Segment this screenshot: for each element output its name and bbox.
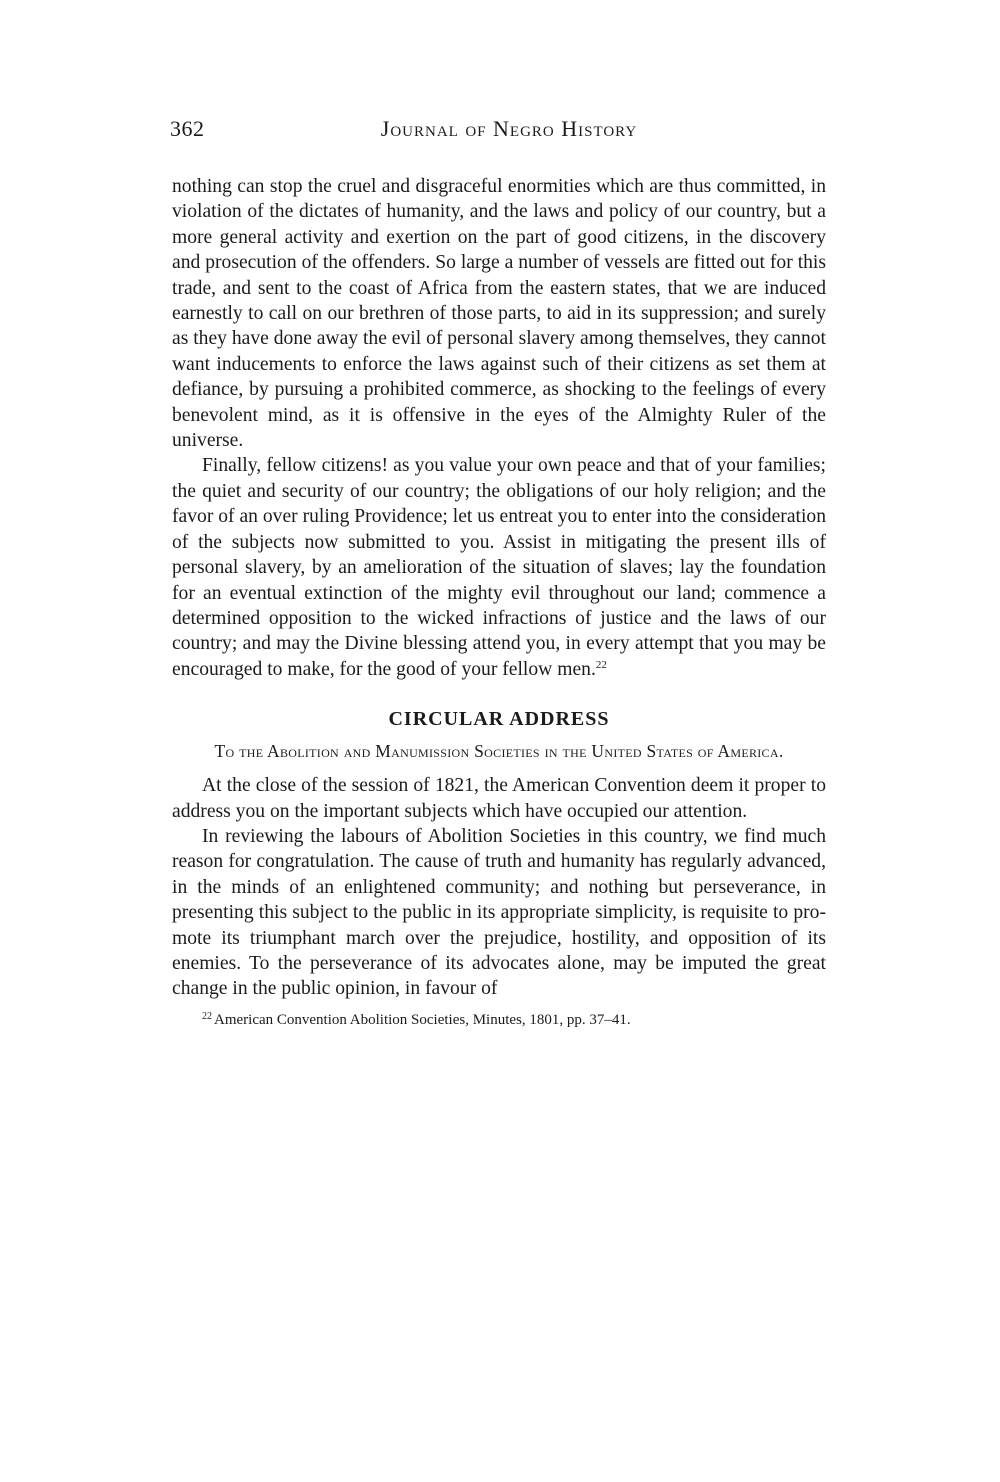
footnote-text: American Convention Abolition Societies, Minutes, 1801, pp. 37–41. xyxy=(214,1011,631,1028)
footnote-reference: 22 xyxy=(595,658,607,671)
footnote xyxy=(172,1010,826,1030)
journal-title: Journal of Negro History xyxy=(380,116,638,141)
running-head xyxy=(172,116,826,152)
body-paragraph-2 xyxy=(172,453,826,682)
document-page xyxy=(172,116,826,1030)
body-paragraph-3: At the close of the session of 1821, the American Convention deem it proper to address you on the important subjects which have occupied our attention. xyxy=(172,775,826,822)
footnote-mark: 22 xyxy=(202,1010,212,1022)
page-number: 362 xyxy=(170,116,205,141)
body-paragraph-1: nothing can stop the cruel and disgraceful enormities which are thus committed, in violation of the dictates of humanity, and the laws and policy of our country, but a more general activity and exertion on the part of good citizens, in the discovery and prosecution of the offenders. So large a number of vessels are fitted out for this trade, and sent to the coast of Africa from the eastern states, that we are induced earnestly to call on our brethren of those parts, to aid in its suppression; and surely as they have done away the evil of personal slavery among themselves, they cannot want inducements to enforce the laws against such of their citizens as set them at defiance, by pursuing a prohibited commerce, as shocking to the feelings of every benevolent mind, as it is offensive in the eyes of the Almighty Ruler of the universe. xyxy=(172,176,826,452)
section-subheading: To the Abolition and Manumission Societies in the United States of America. xyxy=(214,741,784,762)
body-paragraph-2-text: Finally, fellow citizens! as you value your own peace and that of your families; the quiet and security of our country; the obligations of our holy religion; and the favor of an over ruling Providence; let us entreat you to enter into the consideration of the subjects now submitted to you. Assist in mitigating the present ills of personal slavery, by an amelioration of the situation of slaves; lay the foundation for an eventual extinction of the mighty evil throughout our land; commence a determined opposition to the wicked infractions of justice and the laws of our country; and may the Divine blessing attend you, in every attempt that you may be encouraged to make, for the good of your fellow men. xyxy=(172,455,827,680)
body-paragraph-4: In reviewing the labours of Abolition Societies in this country, we find much reason for congratulation. The cause of truth and humanity has regularly advanced, in the minds of an enlightened community; and nothing but perseverance, in presenting this subject to the public in its appropriate simplicity, is requisite to promote its triumphant march over the prejudice, hostility, and opposition of its enemies. To the perseverance of its advocates alone, may be imputed the great change in the public opinion, in favour of xyxy=(172,825,826,1000)
section-heading: CIRCULAR ADDRESS xyxy=(388,708,610,731)
